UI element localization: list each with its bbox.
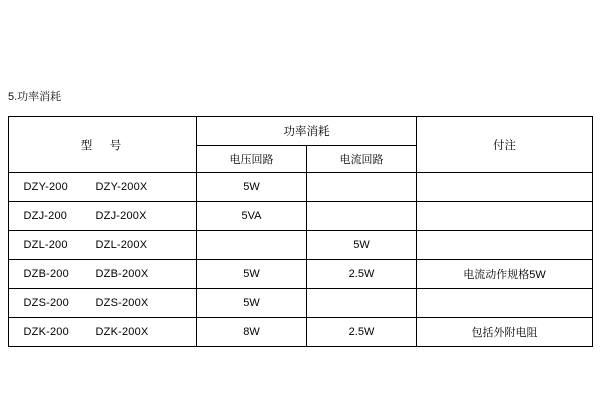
- cell-current-circuit: 2.5W: [307, 318, 417, 347]
- page-title: 5.功率消耗: [8, 91, 62, 103]
- cell-voltage-circuit: [197, 231, 307, 260]
- cell-note: [417, 289, 593, 318]
- cell-voltage-circuit: 5VA: [197, 202, 307, 231]
- cell-voltage-circuit: 5W: [197, 260, 307, 289]
- table-row: [9, 318, 593, 347]
- table-row: [9, 202, 593, 231]
- model-name-secondary: DZS-200X: [95, 297, 149, 309]
- model-name-secondary: DZL-200X: [95, 239, 148, 251]
- model-name-secondary: DZJ-200X: [95, 210, 147, 222]
- model-name-primary: DZK-200: [23, 326, 69, 338]
- cell-note: [417, 202, 593, 231]
- column-header-model: 型 号: [9, 117, 197, 173]
- column-header-power: 功率消耗: [197, 117, 417, 146]
- cell-current-circuit: 5W: [307, 231, 417, 260]
- cell-model: [9, 260, 197, 289]
- column-header-note: 付注: [417, 117, 593, 173]
- cell-note: 电流动作规格5W: [417, 260, 593, 289]
- model-name-primary: DZY-200: [23, 181, 68, 193]
- cell-voltage-circuit: 5W: [197, 289, 307, 318]
- model-name-primary: DZB-200: [23, 268, 69, 280]
- cell-model: [9, 289, 197, 318]
- table-row: [9, 260, 593, 289]
- table-row: [9, 173, 593, 202]
- cell-model: [9, 231, 197, 260]
- cell-model: [9, 173, 197, 202]
- model-name-secondary: DZY-200X: [95, 181, 148, 193]
- cell-current-circuit: [307, 202, 417, 231]
- column-header-current-circuit: 电流回路: [307, 146, 417, 173]
- table-row: [9, 289, 593, 318]
- cell-note: [417, 231, 593, 260]
- model-name-secondary: DZB-200X: [95, 268, 149, 280]
- cell-voltage-circuit: 8W: [197, 318, 307, 347]
- table-body: [9, 173, 593, 347]
- column-header-voltage-circuit: 电压回路: [197, 146, 307, 173]
- model-name-secondary: DZK-200X: [95, 326, 149, 338]
- power-consumption-table: [8, 116, 593, 347]
- power-consumption-table-wrap: [8, 116, 592, 347]
- table-header: [9, 117, 593, 173]
- cell-current-circuit: [307, 289, 417, 318]
- table-header-row-1: [9, 117, 593, 146]
- model-name-primary: DZS-200: [23, 297, 69, 309]
- cell-voltage-circuit: 5W: [197, 173, 307, 202]
- cell-model: [9, 318, 197, 347]
- cell-current-circuit: 2.5W: [307, 260, 417, 289]
- cell-current-circuit: [307, 173, 417, 202]
- model-name-primary: DZJ-200: [23, 210, 68, 222]
- table-row: [9, 231, 593, 260]
- model-name-primary: DZL-200: [23, 239, 68, 251]
- cell-note: 包括外附电阻: [417, 318, 593, 347]
- cell-note: [417, 173, 593, 202]
- cell-model: [9, 202, 197, 231]
